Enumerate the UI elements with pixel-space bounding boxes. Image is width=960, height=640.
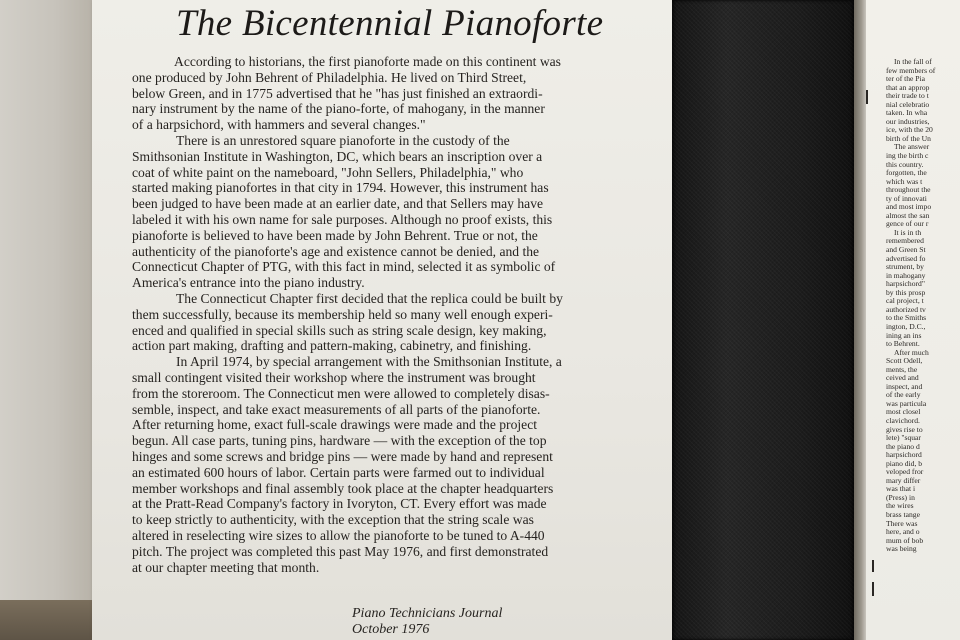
- adjacent-page-line: mary differ: [886, 475, 921, 485]
- adjacent-page-line: strument, by: [886, 262, 924, 272]
- article-line: below Green, and in 1775 advertised that he "has just finished an extraordi-: [132, 85, 543, 101]
- signoff-source: Piano Technicians Journal: [352, 606, 503, 621]
- article-line: coat of white paint on the nameboard, "John Sellers, Philadelphia," who: [132, 164, 524, 180]
- adjacent-page-line: mum of bob: [886, 535, 924, 545]
- adjacent-page-line: There was: [886, 518, 918, 528]
- article-line: There is an unrestored square pianoforte in the custody of the: [176, 132, 510, 148]
- article-line: of a harpsichord, with hammers and several changes.": [132, 117, 426, 133]
- adjacent-page-line: birth of the Un: [886, 133, 931, 143]
- adjacent-page-line: ing the birth c: [886, 151, 929, 161]
- article-signoff: [352, 606, 502, 638]
- article-line: enced and qualified in special skills such as string scale design, key making,: [132, 322, 547, 338]
- article-line: In April 1974, by special arrangement with the Smithsonian Institute, a: [176, 354, 562, 370]
- adjacent-page-line: nial celebratio: [886, 99, 930, 109]
- adjacent-page-line: the piano d: [886, 441, 920, 451]
- article-line: semble, inspect, and take exact measurements of all parts of the pianoforte.: [132, 401, 541, 417]
- article-line: pianoforte is believed to have been made by John Behrent. True or not, the: [132, 227, 538, 243]
- adjacent-page-line: piano did, b: [886, 458, 923, 468]
- binder-cover: [672, 0, 854, 640]
- article-line: to keep strictly to authenticity, with the exception that the string scale was: [132, 512, 534, 528]
- adjacent-page-line: The answer: [894, 142, 930, 152]
- adjacent-page-line: taken. In wha: [886, 108, 928, 118]
- article-line: started making pianofortes in that city in 1794. However, this instrument has: [132, 180, 549, 196]
- article-line: nary instrument by the name of the piano-forte, of mahogany, in the manner: [132, 101, 545, 117]
- adjacent-page-line: ining an ins: [886, 330, 922, 340]
- adjacent-page-line: here, and o: [886, 527, 920, 537]
- adjacent-page-line: forgotten, the: [886, 168, 927, 178]
- article-line: pitch. The project was completed this past May 1976, and first demonstrated: [132, 543, 549, 559]
- article-line: small contingent visited their workshop where the instrument was brought: [132, 369, 536, 385]
- article-line: at our chapter meeting that month.: [132, 559, 320, 575]
- article-line: at the Pratt-Read Company's factory in Ivoryton, CT. Every effort was made: [132, 496, 547, 512]
- adjacent-page-line: in mahogany: [886, 270, 926, 280]
- adjacent-page-line: was that i: [886, 484, 916, 494]
- adjacent-page-line: After much: [894, 347, 929, 357]
- adjacent-page-line: gence of our r: [886, 219, 929, 229]
- article-line: Smithsonian Institute in Washington, DC, which bears an inscription over a: [132, 148, 543, 164]
- article-page: [92, 0, 682, 640]
- article-line: According to historians, the first pianoforte made on this continent was: [174, 54, 561, 69]
- margin-mark: [872, 560, 874, 572]
- article-line: After returning home, exact full-scale drawings were made and the project: [132, 417, 537, 433]
- adjacent-page-line: inspect, and: [886, 381, 923, 391]
- adjacent-page-line: (Press) in: [886, 492, 915, 502]
- adjacent-page-line: this country.: [886, 159, 924, 169]
- adjacent-page-line: ice, with the 20: [886, 125, 933, 135]
- adjacent-page-line: throughout the: [886, 185, 931, 195]
- adjacent-page-line: by this prosp: [886, 287, 926, 297]
- article-line: action part making, drafting and pattern-making, cabinetry, and finishing.: [132, 338, 532, 354]
- article-line: altered in reselecting wire sizes to allow the pianoforte to be tuned to A-440: [132, 527, 545, 543]
- adjacent-page-line: brass tange: [886, 509, 920, 519]
- adjacent-page-line: authorized tv: [886, 304, 926, 314]
- adjacent-page-text: [886, 58, 935, 554]
- article-line: hinges and some screws and bridge pins — were made by hand and represent: [132, 448, 553, 464]
- article-line: America's entrance into the piano industry.: [132, 275, 365, 291]
- adjacent-page-line: cal project, t: [886, 296, 924, 306]
- adjacent-page-line: our industries,: [886, 116, 930, 126]
- adjacent-page-line: their trade to t: [886, 91, 929, 101]
- adjacent-page-line: and Green St: [886, 245, 926, 255]
- adjacent-page-line: Scott Odell,: [886, 356, 923, 366]
- adjacent-page-line: that an approp: [886, 82, 930, 92]
- adjacent-page-line: and most impo: [886, 202, 932, 212]
- article-title: The Bicentennial Pianoforte: [176, 3, 604, 44]
- adjacent-page-line: ty of innovati: [886, 193, 927, 203]
- adjacent-page-line: gives rise to: [886, 424, 923, 434]
- background-floor: [0, 600, 92, 640]
- article-line: Connecticut Chapter of PTG, with this fact in mind, selected it as symbolic of: [132, 259, 556, 275]
- adjacent-page-line: harpsichord": [886, 279, 925, 289]
- article-line: The Connecticut Chapter first decided that the replica could be built by: [176, 290, 563, 306]
- adjacent-page-line: ceived and: [886, 373, 919, 383]
- adjacent-page-line: clavichord.: [886, 415, 920, 425]
- article-line: one produced by John Behrent of Philadelphia. He lived on Third Street,: [132, 69, 527, 85]
- article-line: member workshops and final assembly took place at the chapter headquarters: [132, 480, 554, 496]
- article-line: them successfully, because its membership held so many well enough experi-: [132, 306, 553, 322]
- adjacent-page: [866, 0, 960, 640]
- adjacent-page-line: which was t: [886, 176, 923, 186]
- adjacent-page-line: In the fall of: [894, 57, 932, 66]
- adjacent-page-line: of the early: [886, 390, 921, 400]
- article-line: been judged to have been made at an earlier date, and that Sellers may have: [132, 196, 544, 212]
- margin-mark: [866, 90, 868, 104]
- adjacent-page-line: the wires: [886, 501, 914, 511]
- adjacent-page-line: remembered: [886, 236, 924, 246]
- adjacent-page-line: most closel: [886, 407, 921, 417]
- adjacent-page-line: lete) "squar: [886, 433, 921, 443]
- adjacent-page-line: advertised fo: [886, 253, 926, 263]
- article-line: from the storeroom. The Connecticut men were allowed to completely disas-: [132, 385, 550, 401]
- margin-mark: [872, 582, 874, 596]
- adjacent-page-line: almost the san: [886, 210, 930, 220]
- adjacent-page-line: It is in th: [894, 227, 922, 237]
- article-line: begun. All case parts, tuning pins, hardware — with the exception of the top: [132, 433, 547, 449]
- adjacent-page-line: harpsichord: [886, 450, 922, 460]
- adjacent-page-line: ington, D.C.,: [886, 321, 926, 331]
- adjacent-page-line: to Behrent.: [886, 339, 920, 349]
- adjacent-page-line: was particula: [886, 398, 927, 408]
- article-line: labeled it with his own name for sale purposes. Although no proof exists, this: [132, 211, 553, 227]
- page-gap: [854, 0, 866, 640]
- adjacent-page-line: few members of: [886, 65, 936, 75]
- article-line: an estimated 600 hours of labor. Certain parts were farmed out to individual: [132, 464, 545, 480]
- background-wall: [0, 0, 92, 640]
- adjacent-page-line: veloped fror: [886, 467, 924, 477]
- article-line: authenticity of the pianoforte's age and existence cannot be denied, and the: [132, 243, 540, 259]
- article-body: [132, 54, 682, 575]
- signoff-date: October 1976: [352, 622, 430, 637]
- adjacent-page-line: ter of the Pia: [886, 74, 926, 84]
- adjacent-page-line: ments, the: [886, 364, 918, 374]
- adjacent-page-line: to the Smiths: [886, 313, 927, 323]
- adjacent-page-line: was being: [886, 544, 917, 554]
